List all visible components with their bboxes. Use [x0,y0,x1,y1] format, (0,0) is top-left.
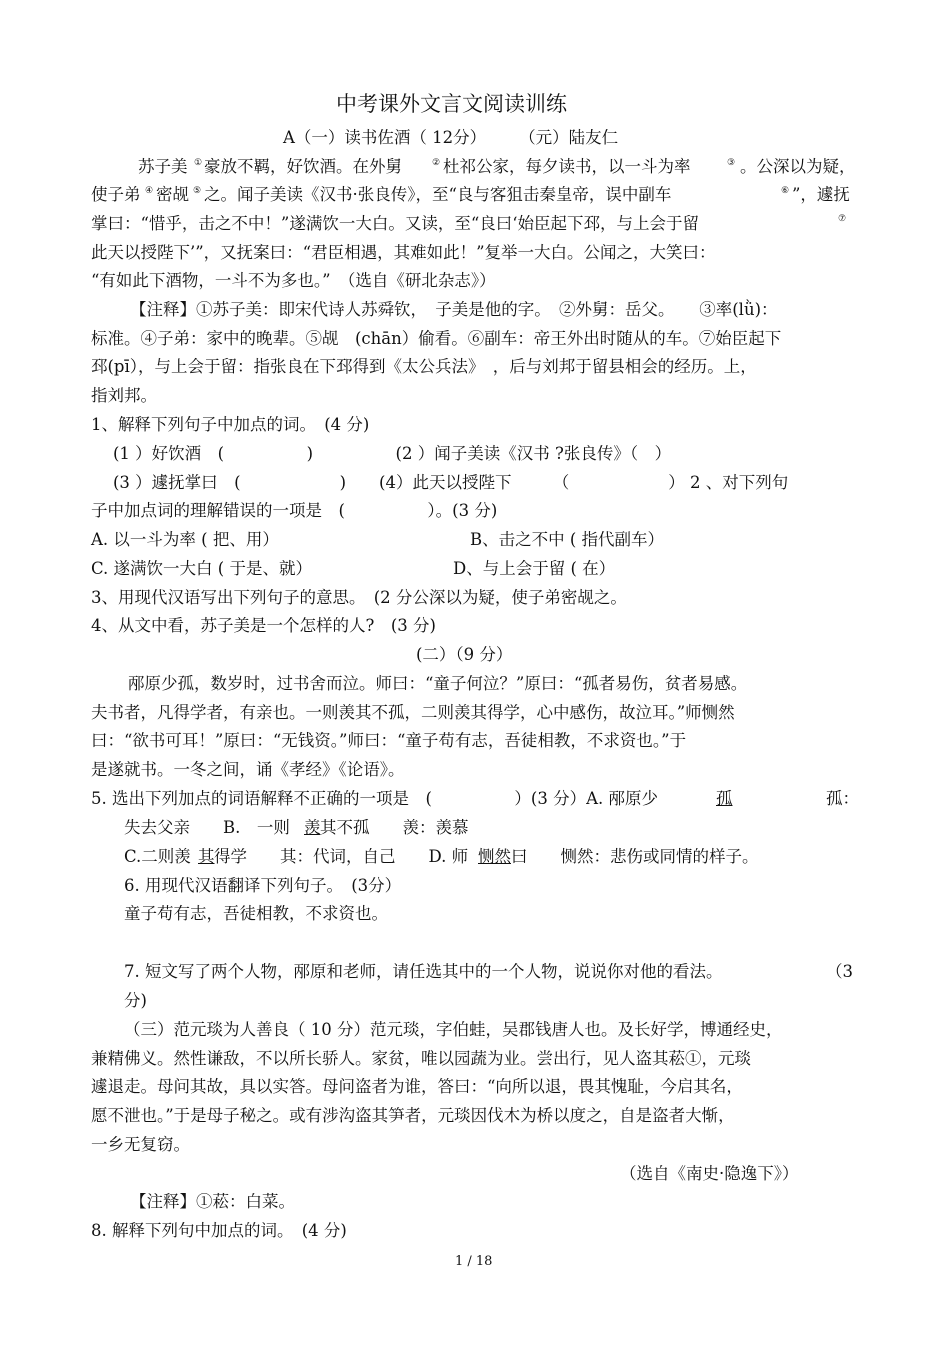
footnote-marker: ⑥ [781,186,790,196]
annotation-line: 标准。④子弟：家中的晚辈。⑤觇 (chān）偷看。⑥副车：帝王外出时随从的车。⑦始臣起下 [91,329,782,348]
section-heading: (二）（9 分） [416,645,513,664]
text-line: 邴原少孤，数岁时，过书舍而泣。师曰：“童子何泣？”原曰：“孤者易伤，贫者易感。 [128,674,748,693]
question-line: C.二则羡 [124,847,191,866]
question-line: 8. 解释下列句中加点的词。 (4 分) [91,1221,347,1240]
question-line: 曰 恻然：悲伤或同情的样子。 [511,847,759,866]
question-line: 3、用现代汉语写出下列句子的意思。 (2 分公深以为疑，使子弟密觇之。 [91,588,627,607]
footnote-marker: ④ [145,186,154,196]
text-line: 夫书者，凡得学者，有亲也。一则羡其不孤，二则羡其得学，心中感伤，故泣耳。”师恻然 [91,703,735,722]
text-line: ”，遽抚 [792,185,850,204]
question-line: 5. 选出下列加点的词语解释不正确的一项是 ( ）(3 分）A. 邴原少 [91,789,659,808]
annotation-line: 【注释】①苏子美：即宋代诗人苏舜钦， 子美是他的字。 ②外舅：岳父。 ③率(lǜ)： [130,300,778,319]
underlined-word: 孤 [716,789,733,808]
option-line: B、击之不中 ( 指代副车） [470,530,665,549]
question-line: 7. 短文写了两个人物，邴原和老师，请任选其中的一个人物，说说你对他的看法。 [124,962,723,981]
question-line: 孤： [826,789,859,808]
footnote-marker: ① [194,158,203,168]
document-title: 中考课外文言文阅读训练 [336,92,567,116]
source-citation: （选自《南史·隐逸下》） [620,1164,799,1183]
option-line: D、与上会于留 ( 在） [453,559,616,578]
text-line: 兼精佛义。然性谦敌，不以所长骄人。家贫，唯以园蔬为业。尝出行，见人盗其菘①，元琰 [91,1049,751,1068]
question-line: （3 [826,962,853,981]
question-line: 6. 用现代汉语翻译下列句子。 (3分） [124,876,402,895]
question-line: (1 ）好饮酒 ( ) (2 ）闻子美读《汉书 ?张良传》（ ） [113,444,672,463]
footnote-marker: ② [432,158,441,168]
text-line: 苏子美 [138,157,188,176]
question-line: (3 ）遽抚掌曰 ( ) (4）此天以授陛下 （ ） 2 、对下列句 [113,473,789,492]
footnote-marker: ⑤ [193,186,202,196]
text-line: 愿不泄也。”于是母子秘之。或有涉沟盗其笋者，元琰因伐木为桥以度之，自是盗者大惭， [91,1106,735,1125]
option-line: A. 以一斗为率 ( 把、用） [91,530,279,549]
annotation-line: 指刘邦。 [91,386,157,405]
text-line: 曰：“欲书可耳！”原曰：“无钱资。”师曰：“童子苟有志，吾徒相教，不求资也。”于 [91,731,687,750]
page-number: 1 / 18 [455,1254,493,1269]
text-line: 一乡无复窃。 [91,1135,190,1154]
text-line: 是遂就书。一冬之间，诵《孝经》《论语》。 [91,760,405,779]
text-line: （三）范元琰为人善良（ 10 分）范元琰，字伯蛙，吴郡钱唐人也。及长好学，博通经史， [124,1020,783,1039]
question-line: 分) [124,991,147,1010]
underlined-word: 羡 [304,818,321,837]
text-line: 掌曰：“惜乎，击之不中！”遂满饮一大白。又读，至“良曰‘始臣起下邳，与上会于留 [91,214,700,233]
text-line: 杜祁公家，每夕读书，以一斗为率 [443,157,691,176]
footnote-marker: ③ [727,158,736,168]
question-line: 得学 其：代词，自己 D. 师 [214,847,469,866]
option-line: C. 遂满饮一大白 ( 于是、就） [91,559,312,578]
question-line: 其不孤 羡：羡慕 [320,818,469,837]
question-line: 1、解释下列句子中加点的词。 (4 分) [91,415,370,434]
text-line: 遽退走。母问其故，具以实答。母问盗者为谁，答曰：“向所以退，畏其愧耻，今启其名， [91,1077,743,1096]
text-line: “有如此下酒物，一斗不为多也。” （选自《研北杂志》） [91,271,496,290]
annotation-line: 邳(pī），与上会于留：指张良在下邳得到《太公兵法》 ，后与刘邦于留县相会的经历。上， [91,357,757,376]
text-line: 使子弟 [91,185,141,204]
text-line: 此天以授陛下’”，又抚案曰：“君臣相遇，其难如此！”复举一大白。公闻之，大笑曰： [91,243,716,262]
question-line: 子中加点词的理解错误的一项是 ( ）。(3 分) [91,501,498,520]
text-line: 之。闻子美读《汉书·张良传》，至“良与客狙击秦皇帝，误中副车 [204,185,672,204]
text-line: 豪放不羁，好饮酒。在外舅 [204,157,402,176]
text-line: 。公深以为疑， [740,157,856,176]
text-line: 童子苟有志，吾徒相教，不求资也。 [124,904,388,923]
question-line: 失去父亲 B. 一则 [124,818,290,837]
question-line: 4、从文中看，苏子美是一个怎样的人? (3 分) [91,616,436,635]
annotation-line: 【注释】①菘：白菜。 [130,1192,295,1211]
underlined-word: 其 [198,847,215,866]
text-line: 密觇 [156,185,189,204]
underlined-word: 恻然 [478,847,511,866]
text-line: A（一）读书佐酒（ 12分） （元）陆友仁 [283,128,619,147]
footnote-marker: ⑦ [838,214,847,224]
